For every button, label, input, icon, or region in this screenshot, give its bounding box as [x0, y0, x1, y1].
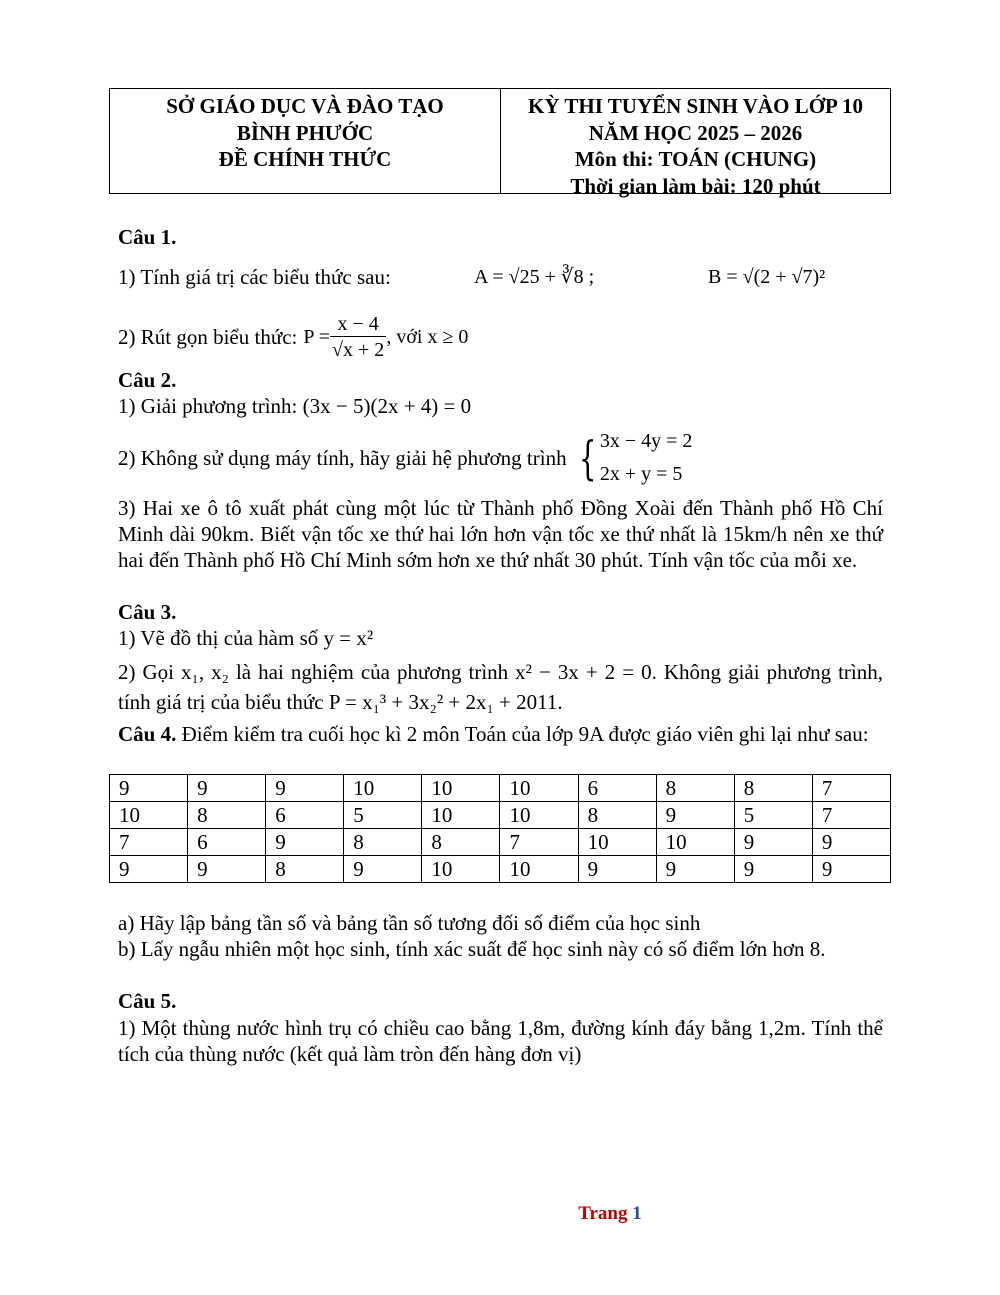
table-cell: 6 [188, 829, 266, 856]
table-row [110, 802, 891, 829]
question-2-part-2 [118, 425, 883, 491]
system-equation-2: 2x + y = 5 [599, 463, 683, 485]
header-department: SỞ GIÁO DỤC VÀ ĐÀO TẠO [166, 94, 444, 118]
q1-p2-condition: , với x ≥ 0 [386, 326, 469, 348]
table-row [110, 829, 891, 856]
footer-page-label: Trang [578, 1203, 628, 1224]
q1-fraction [330, 312, 386, 363]
question-3-part-2: 2) Gọi x₁, x₂ là hai nghiệm của phương trình x² − 3x + 2 = 0. Không giải phương trình, tính giá trị của biểu thức P = x₁³ + 3x₂² + 2x₁ + 2011. [118, 660, 883, 714]
table-cell: 9 [266, 829, 344, 856]
table-cell: 5 [734, 802, 812, 829]
table-cell: 9 [812, 829, 890, 856]
table-cell: 7 [812, 802, 890, 829]
table-cell: 7 [812, 775, 890, 802]
table-cell: 10 [578, 829, 656, 856]
table-cell: 8 [578, 802, 656, 829]
table-cell: 9 [266, 775, 344, 802]
question-4-part-b: b) Lấy ngẫu nhiên một học sinh, tính xác suất để học sinh này có số điểm lớn hơn 8. [118, 937, 826, 961]
table-cell: 10 [656, 829, 734, 856]
table-cell: 6 [266, 802, 344, 829]
q1-p1-label: 1) Tính giá trị các biểu thức sau: [118, 265, 391, 289]
table-cell: 10 [422, 856, 500, 883]
table-cell: 8 [344, 829, 422, 856]
exam-header [109, 88, 891, 198]
header-right [501, 89, 890, 198]
question-4-text: Điểm kiểm tra cuối học kì 2 môn Toán của lớp 9A được giáo viên ghi lại như sau: [181, 722, 869, 746]
table-cell: 9 [110, 775, 188, 802]
table-cell: 10 [500, 856, 578, 883]
table-cell: 10 [500, 802, 578, 829]
q1-p2-label: 2) Rút gọn biểu thức: [118, 325, 298, 349]
question-4-title: Câu 4. [118, 722, 177, 746]
scores-table [109, 774, 891, 883]
scores-table-body [110, 775, 891, 883]
table-cell: 10 [422, 775, 500, 802]
question-1-part-2 [118, 307, 883, 367]
question-1-title: Câu 1. [118, 225, 177, 249]
table-cell: 5 [344, 802, 422, 829]
table-cell: 6 [578, 775, 656, 802]
table-cell: 9 [578, 856, 656, 883]
header-school-year: NĂM HỌC 2025 – 2026 [588, 120, 803, 145]
table-cell: 10 [422, 802, 500, 829]
question-3-title: Câu 3. [118, 600, 177, 624]
question-5-title: Câu 5. [118, 989, 177, 1013]
question-2-part-1: 1) Giải phương trình: (3x − 5)(2x + 4) = 0 [118, 394, 472, 418]
question-2-part-3: 3) Hai xe ô tô xuất phát cùng một lúc từ Thành phố Đồng Xoài đến Thành phố Hồ Chí Minh dài 90km. Biết vận tốc xe thứ hai lớn hơn vận tốc xe thứ nhất là 15km/h nên xe thứ hai đến Thành phố Hồ Chí Minh sớm hơn xe thứ nhất 30 phút. Tính vận tốc của mỗi xe. [118, 496, 883, 572]
question-1-part-1 [118, 264, 883, 290]
table-cell: 9 [734, 856, 812, 883]
table-cell: 8 [734, 775, 812, 802]
table-cell: 8 [266, 856, 344, 883]
question-5-part-1: 1) Một thùng nước hình trụ có chiều cao bằng 1,8m, đường kính đáy bằng 1,2m. Tính thể tích của thùng nước (kết quả làm tròn đến hàng đơn vị) [118, 1016, 883, 1066]
fraction-numerator: x − 4 [337, 312, 379, 335]
q2-p2-label: 2) Không sử dụng máy tính, hãy giải hệ phương trình [118, 446, 567, 470]
footer-page-number: 1 [632, 1203, 642, 1224]
table-row [110, 856, 891, 883]
table-cell: 9 [110, 856, 188, 883]
table-cell: 9 [734, 829, 812, 856]
equation-system [573, 425, 693, 491]
q1-expression-b: B = √(2 + √7)² [708, 266, 826, 288]
table-cell: 8 [188, 802, 266, 829]
question-4-intro [118, 721, 883, 747]
table-cell: 7 [500, 829, 578, 856]
header-province: BÌNH PHƯỚC [236, 120, 374, 145]
table-cell: 9 [656, 856, 734, 883]
header-official: ĐỀ CHÍNH THỨC [218, 147, 392, 171]
q1-p2-lhs: P = [303, 326, 331, 348]
system-brace: { [578, 431, 597, 485]
header-exam-name: KỲ THI TUYỂN SINH VÀO LỚP 10 [528, 94, 863, 118]
table-cell: 10 [110, 802, 188, 829]
question-4-part-a: a) Hãy lập bảng tần số và bảng tần số tương đối số điểm của học sinh [118, 911, 701, 935]
page-footer [0, 1203, 1000, 1225]
table-cell: 9 [188, 775, 266, 802]
q1-expression-a: A = √25 + ∛8 ; [474, 266, 595, 288]
table-cell: 9 [812, 856, 890, 883]
header-subject: Môn thi: TOÁN (CHUNG) [574, 147, 817, 171]
table-cell: 9 [344, 856, 422, 883]
header-left [110, 89, 501, 193]
fraction-denominator: √x + 2 [332, 338, 385, 361]
table-cell: 8 [422, 829, 500, 856]
system-equation-1: 3x − 4y = 2 [599, 430, 693, 452]
table-row [110, 775, 891, 802]
table-cell: 8 [656, 775, 734, 802]
table-cell: 7 [110, 829, 188, 856]
table-cell: 9 [656, 802, 734, 829]
question-2-title: Câu 2. [118, 368, 177, 392]
system-equations [600, 425, 693, 491]
table-cell: 10 [500, 775, 578, 802]
question-3-part-1: 1) Vẽ đồ thị của hàm số y = x² [118, 626, 374, 650]
table-cell: 10 [344, 775, 422, 802]
table-cell: 9 [188, 856, 266, 883]
header-duration: Thời gian làm bài: 120 phút [570, 173, 821, 198]
